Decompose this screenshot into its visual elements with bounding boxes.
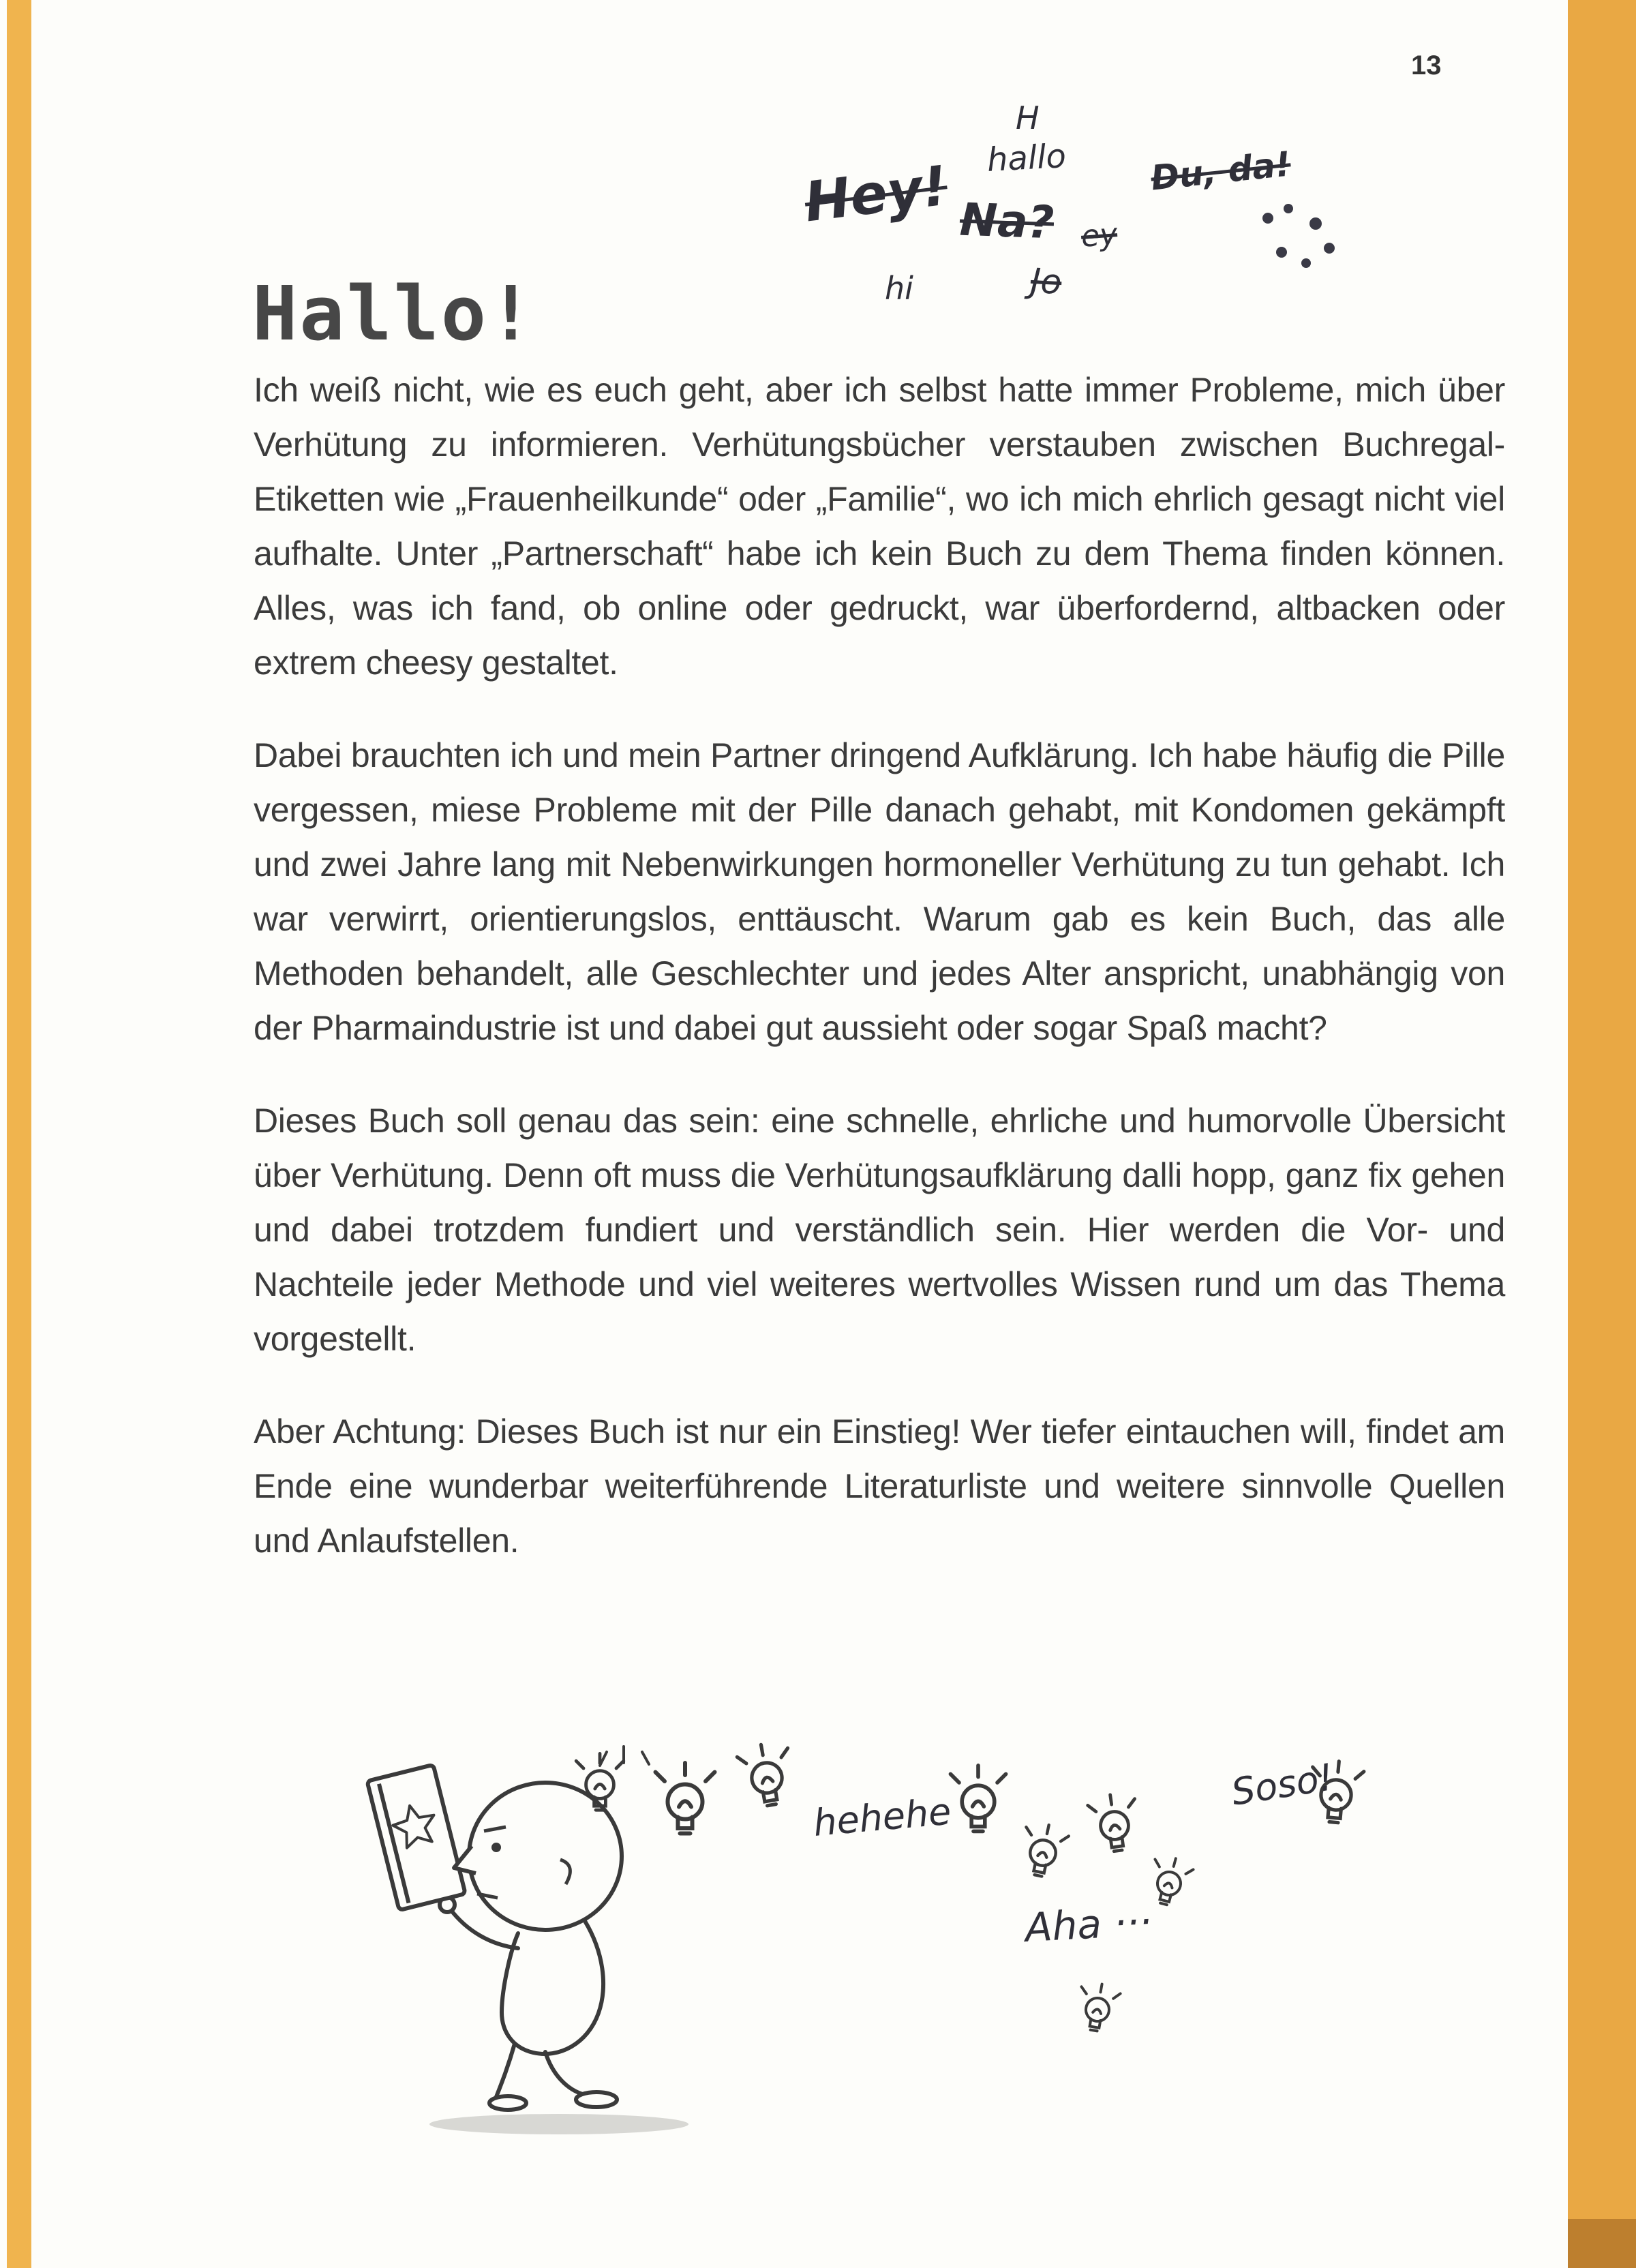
book-icon	[367, 1765, 466, 1910]
doodle-hallo: hallo	[986, 137, 1067, 179]
ground-shadow	[429, 2114, 688, 2134]
doodle-h: H	[1016, 100, 1040, 136]
doodle-na: Na?	[958, 193, 1055, 250]
left-accent-bar	[7, 0, 31, 2268]
doodle-hey: Hey!	[801, 153, 951, 235]
page-title: Hallo!	[252, 269, 536, 357]
lightbulb-icon	[1074, 1981, 1121, 2034]
lightbulb-icon	[1017, 1820, 1070, 1880]
body-paragraph: Aber Achtung: Dieses Buch ist nur ein Einstieg! Wer tiefer eintauchen will, findet am Ende eine wunderbar weiterführende Literaturliste und weitere sinnvolle Quellen und Anlaufstellen.	[254, 1412, 1505, 1560]
lightbulb-icon	[950, 1766, 1005, 1832]
right-accent-bar-dark-corner	[1568, 2219, 1636, 2268]
doodle-hi: hi	[885, 270, 913, 307]
lightbulb-icon	[1145, 1854, 1195, 1909]
right-accent-bar	[1568, 0, 1636, 2268]
doodle-aha: Aha ···	[1024, 1898, 1153, 1951]
spark-marks	[600, 1747, 649, 1766]
doodle-jo: Jo	[1029, 260, 1063, 303]
doodle-soso: Soso!	[1228, 1755, 1337, 1814]
body-paragraph: Dabei brauchten ich und mein Partner dringend Aufklärung. Ich habe häufig die Pille vergessen, miese Probleme mit der Pille danach gehabt, mit Kondomen gekämpft und zwei Jahre lang mit Nebenwirkungen hormoneller Verhütung zu tun gehabt. Ich war verwirrt, orientierungslos, enttäuscht. Warum gab es kein Buch, das alle Methoden behandelt, alle Geschlechter und jedes Alter anspricht, unabhängig von der Pharmaindustrie ist und dabei gut aussieht oder sogar Spaß macht?	[254, 736, 1505, 1047]
dot-scribbles-doodle	[1253, 196, 1355, 285]
doodle-du-da: Du, da!	[1149, 144, 1293, 198]
reading-figure-illustration	[314, 1723, 1391, 2160]
lightbulb-icon	[1087, 1791, 1141, 1854]
page-number: 13	[1411, 50, 1442, 80]
body-paragraph: Ich weiß nicht, wie es euch geht, aber ich selbst hatte immer Probleme, mich über Verhütung zu informieren. Verhütungsbücher verstauben zwischen Buchregal-Etiketten wie „Frauenheilkunde“ oder „Familie“, wo ich mich ehrlich gesagt nicht viel aufhalte. Unter „Partnerschaft“ habe ich kein Buch zu dem Thema finden können. Alles, was ich fand, ob online oder gedruckt, war überfordernd, altbacken oder extrem cheesy gestaltet.	[254, 371, 1505, 682]
body-text	[254, 363, 1505, 1606]
body-paragraph: Dieses Buch soll genau das sein: eine schnelle, ehrliche und humorvolle Übersicht über Verhütung. Denn oft muss die Verhütungsaufklärung dalli hopp, ganz fix gehen und dabei trotzdem fundiert und verständlich sein. Hier werden die Vor- und Nachteile jeder Methode und viel weiteres wertvolles Wissen rund um das Thema vorgestellt.	[254, 1102, 1505, 1358]
doodle-ey: ey	[1080, 217, 1119, 254]
lightbulb-icon	[656, 1763, 715, 1834]
lightbulb-icon	[736, 1740, 797, 1809]
doodle-hehehe: hehehe	[811, 1789, 953, 1845]
